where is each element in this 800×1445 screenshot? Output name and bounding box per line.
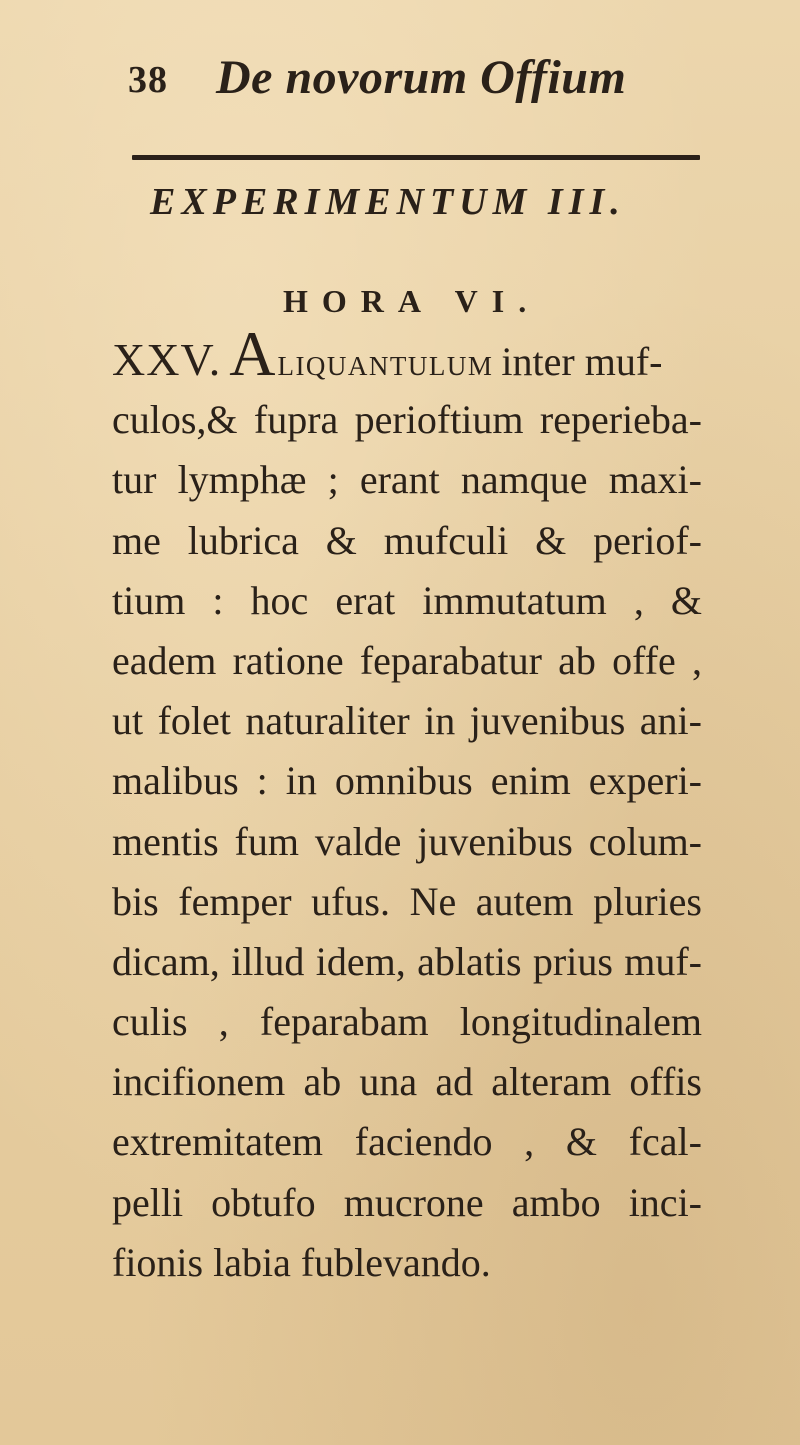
paragraph <box>112 318 702 1293</box>
text-line: incifionem ab una ad alteram offis <box>112 1059 702 1105</box>
paragraph-number: XXV. <box>112 334 222 385</box>
text-line: culis , feparabam longitudinalem <box>112 999 702 1045</box>
drop-initial: A <box>229 318 276 389</box>
first-line-rest: inter muf- <box>501 339 663 384</box>
hour-heading: HORA VI. <box>283 283 541 319</box>
text-line: tium : hoc erat immutatum , & <box>112 577 702 623</box>
running-head <box>128 50 688 110</box>
text-line: dicam, illud idem, ablatis prius muf- <box>112 938 702 984</box>
text-line: malibus : in omnibus enim experi- <box>112 758 702 804</box>
smallcaps-word: LIQUANTULUM <box>277 351 494 381</box>
paragraph-first-line <box>112 318 702 390</box>
text-line: culos,& fupra perioftium reperieba- <box>112 397 702 443</box>
text-line: me lubrica & mufculi & periof- <box>112 517 702 563</box>
text-line: extremitatem faciendo , & fcal- <box>112 1119 702 1165</box>
header-rule <box>132 155 700 160</box>
section-heading: EXPERIMENTUM III. <box>150 181 626 223</box>
text-line: ut folet naturaliter in juvenibus ani- <box>112 698 702 744</box>
text-line: pelli obtufo mucrone ambo inci- <box>112 1179 702 1225</box>
text-line: mentis fum valde juvenibus colum- <box>112 818 702 864</box>
page-number: 38 <box>128 59 168 101</box>
text-line-last: fionis labia fublevando. <box>112 1239 491 1285</box>
text-line: eadem ratione feparabatur ab offe , <box>112 637 702 683</box>
text-line: tur lymphæ ; erant namque maxi- <box>112 457 702 503</box>
text-line: bis femper ufus. Ne autem pluries <box>112 878 702 924</box>
running-title: De novorum Offium <box>216 51 627 104</box>
